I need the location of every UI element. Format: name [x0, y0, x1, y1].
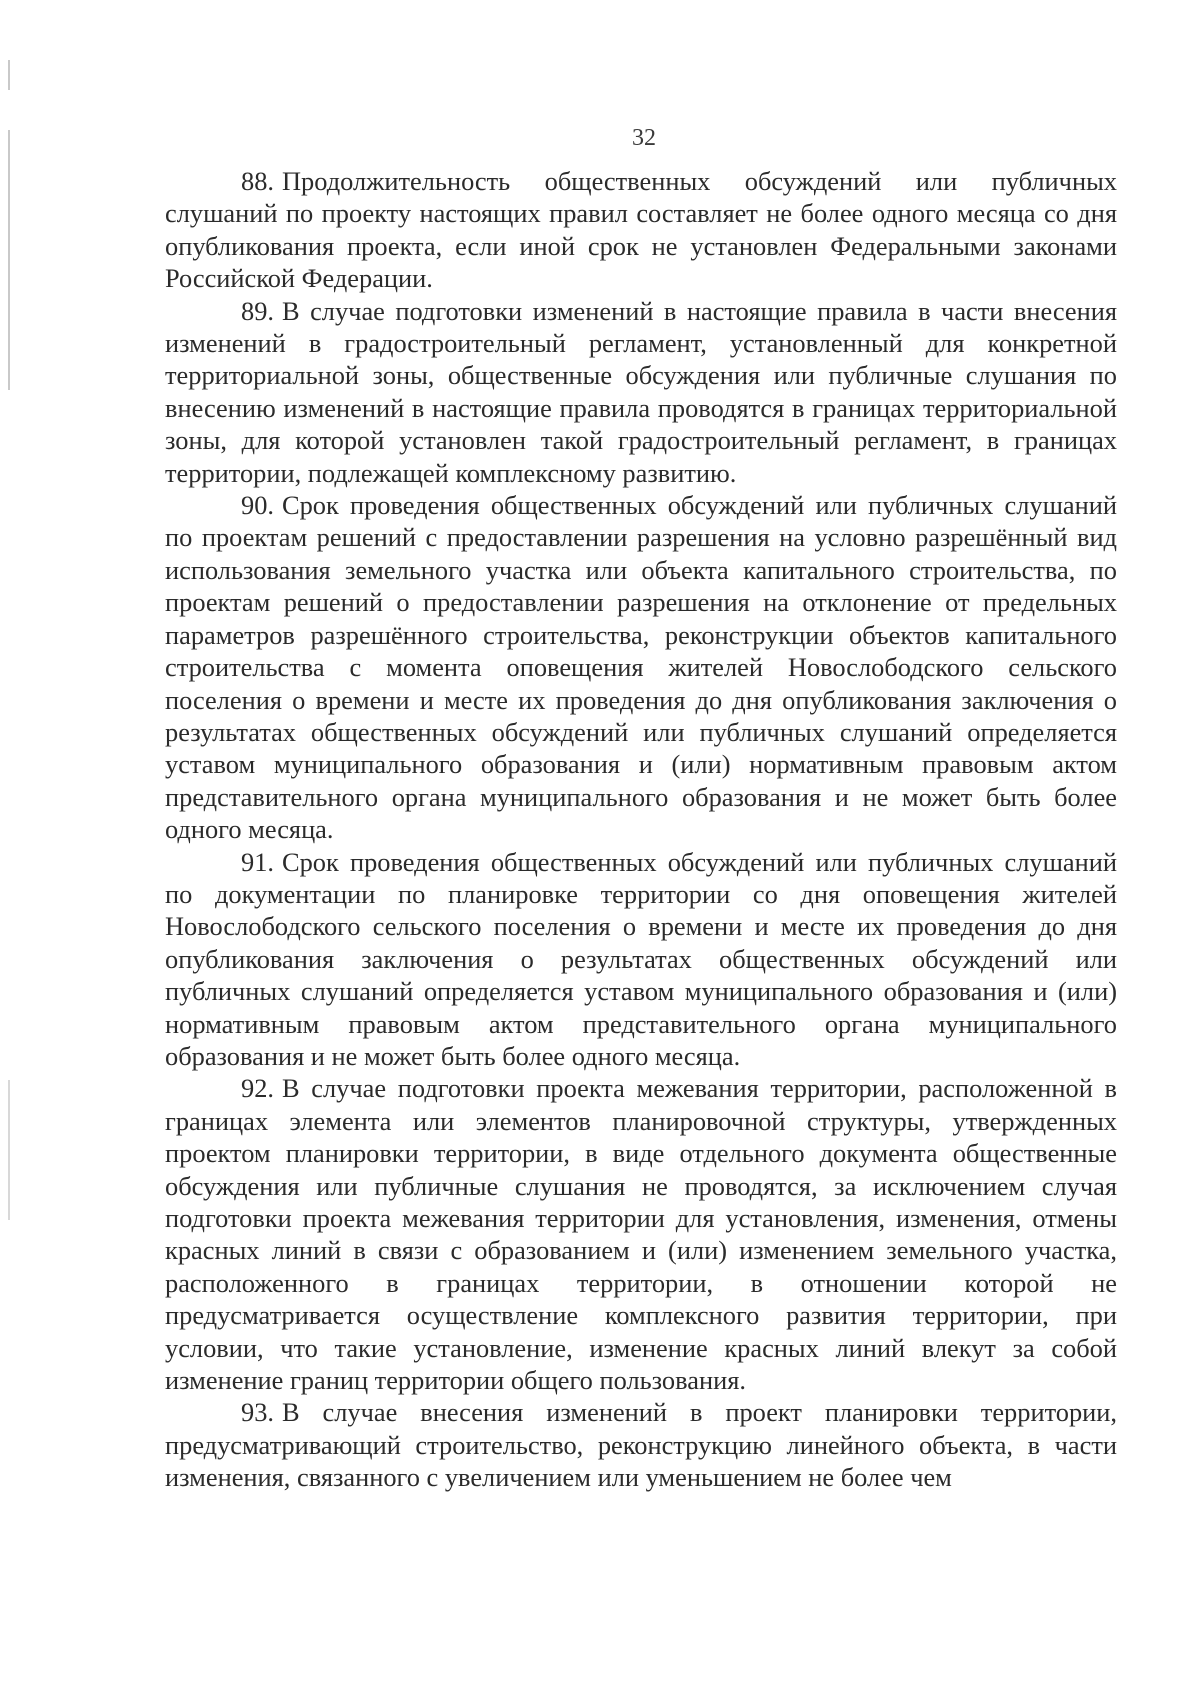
- paragraph-89: [165, 295, 1117, 489]
- paragraph-text: Продолжительность общественных обсуждений или публичных слушаний по проекту настоящих правил составляет не более одного месяца со дня опубликования проекта, если иной срок не установлен Федеральными законами Российской Федерации.: [165, 166, 1117, 294]
- page-number: 32: [632, 125, 656, 151]
- paragraph-text: Срок проведения общественных обсуждений или публичных слушаний по проектам решений с предоставлении разрешения на условно разрешённый вид использования земельного участка или объекта капитального строительства, по проектам решений о предоставлении разрешения на отклонение от предельных параметров разрешённого строительства, реконструкции объектов капитального строительства с момента оповещения жителей Новослободского сельского поселения о времени и месте их проведения до дня опубликования заключения о результатах общественных обсуждений или публичных слушаний определяется уставом муниципального образования и (или) нормативным правовым актом представительного органа муниципального образования и не может быть более одного месяца.: [165, 490, 1117, 845]
- paragraph-text: В случае внесения изменений в проект планировки территории, предусматривающий строительство, реконструкцию линейного объекта, в части изменения, связанного с увеличением или уменьшением не более чем: [165, 1397, 1117, 1493]
- paragraph-number: 92.: [241, 1073, 274, 1104]
- paragraph-number: 93.: [241, 1397, 274, 1428]
- paragraph-text: В случае подготовки проекта межевания территории, расположенной в границах элемента или элементов планировочной структуры, утвержденных проектом планировки территории, в виде отдельного документа общественные обсуждения или публичные слушания не проводятся, за исключением случая подготовки проекта межевания территории для установления, изменения, отмены красных линий в связи с образованием и (или) изменением земельного участка, расположенного в границах территории, в отношении которой не предусматривается осуществление комплексного развития территории, при условии, что такие установление, изменение красных линий влекут за собой изменение границ территории общего пользования.: [165, 1073, 1117, 1396]
- paragraph-92: [165, 1072, 1117, 1396]
- scan-edge-mark: [8, 130, 10, 390]
- document-body: [165, 165, 1117, 1494]
- paragraph-90: [165, 489, 1117, 845]
- paragraph-number: 89.: [241, 295, 274, 326]
- paragraph-text: В случае подготовки изменений в настоящие правила в части внесения изменений в градостроительный регламент, установленный для конкретной территориальной зоны, общественные обсуждения или публичные слушания по внесению изменений в настоящие правила проводятся в границах территориальной зоны, для которой установлен такой градостроительный регламент, в границах территории, подлежащей комплексному развитию.: [165, 295, 1117, 488]
- paragraph-number: 91.: [241, 846, 274, 877]
- paragraph-91: [165, 846, 1117, 1073]
- scan-edge-mark: [8, 1080, 10, 1220]
- paragraph-93: [165, 1396, 1117, 1493]
- paragraph-text: Срок проведения общественных обсуждений или публичных слушаний по документации по планировке территории со дня оповещения жителей Новослободского сельского поселения о времени и месте их проведения до дня опубликования заключения о результатах общественных обсуждений или публичных слушаний определяется уставом муниципального образования и (или) нормативным правовым актом представительного органа муниципального образования и не может быть более одного месяца.: [165, 846, 1117, 1071]
- paragraph-number: 88.: [241, 166, 274, 196]
- paragraph-number: 90.: [241, 490, 274, 521]
- scan-edge-mark: [8, 60, 10, 90]
- paragraph-88: [165, 165, 1117, 295]
